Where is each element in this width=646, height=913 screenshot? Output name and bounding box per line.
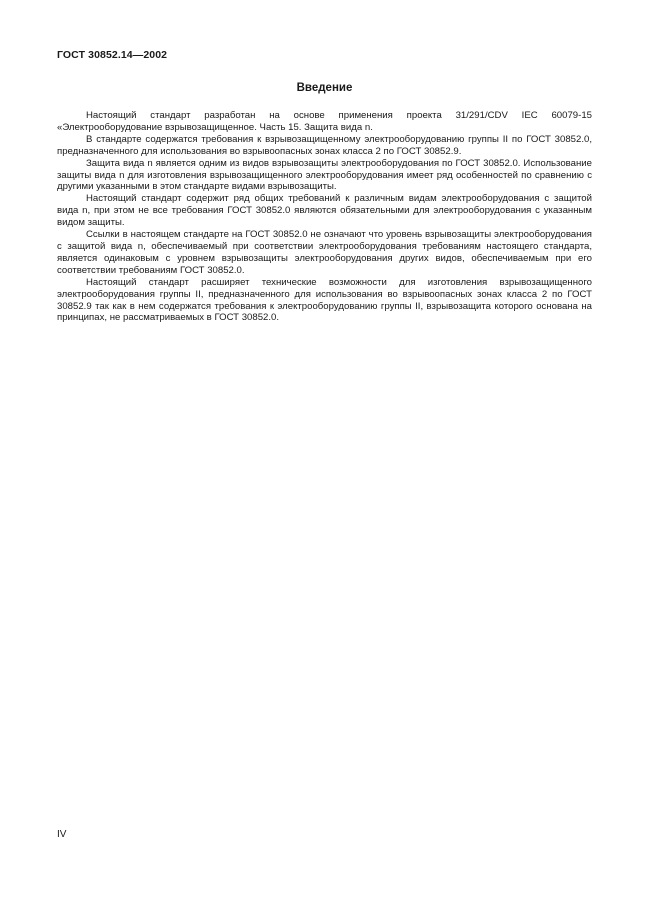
paragraph: В стандарте содержатся требования к взрывозащищенному электрооборудованию группы II по ГОСТ 30852.0, предназначенного для использования во взрывоопасных зонах класса 2 по ГОСТ 30852.9. (57, 133, 592, 157)
page-number: IV (57, 829, 67, 840)
section-title: Введение (296, 82, 353, 94)
paragraph: Защита вида n является одним из видов взрывозащиты электрооборудования по ГОСТ 30852.0. Использование защиты вида n для изготовления взрывозащищенного электрооборудования имеет ряд особенностей по сравнению с другими указанными в этом стандарте видами взрывозащиты. (57, 157, 592, 193)
paragraph: Ссылки в настоящем стандарте на ГОСТ 30852.0 не означают что уровень взрывозащиты электрооборудования с защитой вида n, обеспечиваемый при соответствии электрооборудования требованиям настоящего стандарта, является одинаковым с уровнем взрывозащиты электрооборудования других видов, обеспечиваемым при его соответствии требованиям ГОСТ 30852.0. (57, 229, 592, 276)
paragraph: Настоящий стандарт разработан на основе применения проекта 31/291/CDV IEC 60079-15 «Электрооборудование взрывозащищенное. Часть 15. Защита вида n. (57, 110, 592, 133)
introduction-body (57, 110, 592, 324)
document-code-header: ГОСТ 30852.14—2002 (57, 49, 168, 61)
paragraph: Настоящий стандарт расширяет технические возможности для изготовления взрывозащищенного электрооборудования группы II, предназначенного для использования во взрывоопасных зонах класса 2 по ГОСТ 30852.9 так как в нем содержатся требования к электрооборудованию группы II, взрывозащита которого основана на принципах, не рассматриваемых в ГОСТ 30852.0. (57, 276, 592, 324)
paragraph: Настоящий стандарт содержит ряд общих требований к различным видам электрооборудования с защитой вида n, при этом не все требования ГОСТ 30852.0 являются обязательными для электрооборудования с указанным видом защиты. (57, 193, 592, 229)
